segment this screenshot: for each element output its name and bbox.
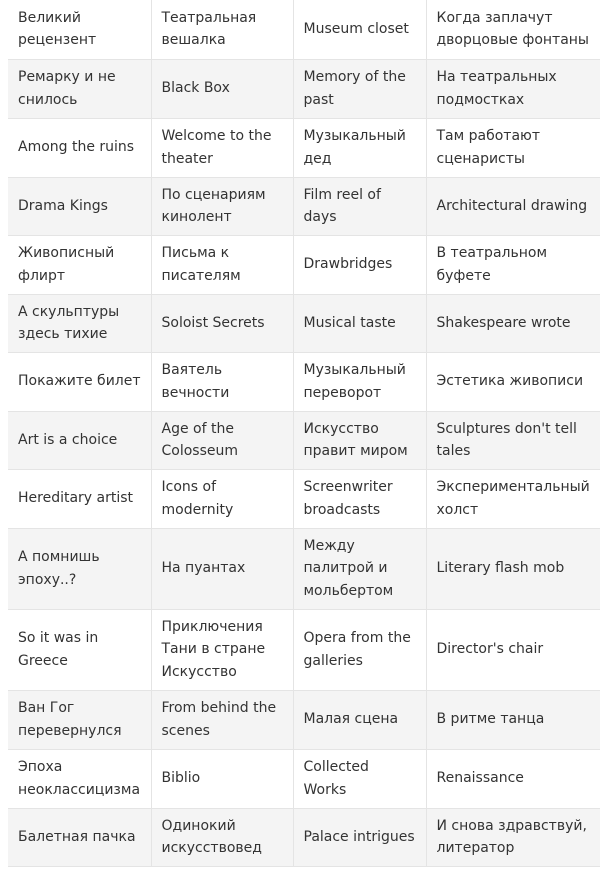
table-cell: Там работают сценаристы	[426, 118, 600, 177]
table-cell: Musical taste	[293, 294, 426, 352]
table-row	[8, 528, 600, 609]
table-cell: И снова здравствуй, литератор	[426, 808, 600, 866]
table-cell: Director's chair	[426, 609, 600, 690]
table-row	[8, 749, 600, 808]
table-row	[8, 177, 600, 235]
table-cell: So it was in Greece	[8, 609, 151, 690]
table-cell: Балетная пачка	[8, 808, 151, 866]
table-cell: Architectural drawing	[426, 177, 600, 235]
table-cell: Drama Kings	[8, 177, 151, 235]
table-cell: Между палитрой и мольбертом	[293, 528, 426, 609]
table-cell: Музыкальный дед	[293, 118, 426, 177]
table-cell: На театральных подмостках	[426, 59, 600, 118]
table-row	[8, 609, 600, 690]
table-cell: Soloist Secrets	[151, 294, 293, 352]
table-cell: Великий рецензент	[8, 0, 151, 59]
table-cell: В ритме танца	[426, 690, 600, 749]
table-row	[8, 352, 600, 411]
table-cell: Живописный флирт	[8, 235, 151, 294]
table-cell: From behind the scenes	[151, 690, 293, 749]
table-cell: А скульптуры здесь тихие	[8, 294, 151, 352]
table-cell: Ван Гог перевернулся	[8, 690, 151, 749]
table-row	[8, 118, 600, 177]
table-row	[8, 690, 600, 749]
table-cell: Ваятель вечности	[151, 352, 293, 411]
table-cell: По сценариям кинолент	[151, 177, 293, 235]
table-cell: Когда заплачут дворцовые фонтаны	[426, 0, 600, 59]
table-cell: Shakespeare wrote	[426, 294, 600, 352]
table-cell: Drawbridges	[293, 235, 426, 294]
table-cell: А помнишь эпоху..?	[8, 528, 151, 609]
table-cell: Screenwriter broadcasts	[293, 469, 426, 528]
table-row	[8, 294, 600, 352]
table-cell: Приключения Тани в стране Искусство	[151, 609, 293, 690]
table-cell: Искусство правит миром	[293, 411, 426, 469]
table-row	[8, 808, 600, 866]
table-cell: Age of the Colosseum	[151, 411, 293, 469]
table-cell: Welcome to the theater	[151, 118, 293, 177]
table-cell: Sculptures don't tell tales	[426, 411, 600, 469]
table-row	[8, 0, 600, 59]
table-row	[8, 469, 600, 528]
table-cell: Музыкальный переворот	[293, 352, 426, 411]
table-cell: Palace intrigues	[293, 808, 426, 866]
table-cell: Museum closet	[293, 0, 426, 59]
table-row	[8, 59, 600, 118]
names-table	[8, 0, 600, 867]
table-cell: Письма к писателям	[151, 235, 293, 294]
table-cell: Экспериментальный холст	[426, 469, 600, 528]
table-cell: Ремарку и не снилось	[8, 59, 151, 118]
table-cell: Renaissance	[426, 749, 600, 808]
table-cell: Among the ruins	[8, 118, 151, 177]
table-row	[8, 235, 600, 294]
table-cell: На пуантах	[151, 528, 293, 609]
table-cell: Black Box	[151, 59, 293, 118]
table-row	[8, 411, 600, 469]
table-cell: Collected Works	[293, 749, 426, 808]
table-cell: Literary flash mob	[426, 528, 600, 609]
table-cell: Biblio	[151, 749, 293, 808]
table-cell: Одинокий искусствовед	[151, 808, 293, 866]
table-cell: Icons of modernity	[151, 469, 293, 528]
table-cell: В театральном буфете	[426, 235, 600, 294]
names-table-body	[8, 0, 600, 866]
table-cell: Hereditary artist	[8, 469, 151, 528]
table-cell: Эпоха неоклассицизма	[8, 749, 151, 808]
table-cell: Memory of the past	[293, 59, 426, 118]
table-cell: Покажите билет	[8, 352, 151, 411]
table-cell: Film reel of days	[293, 177, 426, 235]
table-cell: Театральная вешалка	[151, 0, 293, 59]
table-cell: Малая сцена	[293, 690, 426, 749]
table-cell: Opera from the galleries	[293, 609, 426, 690]
table-cell: Art is a choice	[8, 411, 151, 469]
table-cell: Эстетика живописи	[426, 352, 600, 411]
